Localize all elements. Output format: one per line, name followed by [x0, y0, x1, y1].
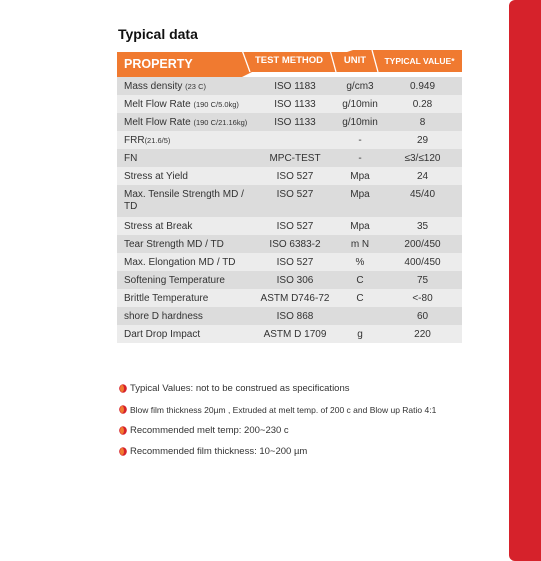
- bullet-icon: [119, 405, 127, 414]
- cell-typical-value: 24: [416, 171, 429, 182]
- cell-test-method: MPC-TEST: [269, 153, 321, 164]
- property-label: shore D hardness: [124, 311, 203, 322]
- header-test-method: TEST METHOD: [254, 55, 324, 66]
- cell-typical-value: 75: [416, 275, 429, 286]
- table-row: [117, 217, 462, 235]
- cell-property: [117, 253, 253, 269]
- table-row: [117, 149, 462, 167]
- header-property: PROPERTY: [124, 57, 193, 71]
- property-label: Softening Temperature: [124, 275, 225, 286]
- bullet-icon: [119, 384, 127, 393]
- notes-list: [119, 378, 436, 462]
- bullet-icon: [119, 426, 127, 435]
- cell-unit: C: [356, 275, 364, 286]
- cell-test-method: ISO 868: [276, 311, 314, 322]
- table-row: [117, 325, 462, 343]
- cell-typical-value: 60: [416, 311, 429, 322]
- typical-data-table: [117, 50, 462, 343]
- cell-property: [117, 167, 253, 183]
- property-label: Melt Flow Rate: [124, 99, 194, 110]
- note-item: [119, 420, 436, 441]
- cell-property: [117, 289, 253, 305]
- table-row: [117, 131, 462, 149]
- table-header: [117, 50, 462, 77]
- cell-property: [117, 217, 253, 233]
- cell-unit: g/10min: [342, 117, 378, 128]
- cell-unit: -: [358, 153, 362, 164]
- table-body: [117, 77, 462, 343]
- cell-test-method: ISO 1183: [274, 81, 316, 92]
- property-label: Stress at Yield: [124, 171, 188, 182]
- cell-test-method: ISO 6383-2: [269, 239, 321, 250]
- cell-unit: %: [355, 257, 365, 268]
- table-row: [117, 185, 462, 217]
- property-condition: (190 C/5.0kg): [193, 100, 239, 109]
- cell-unit: m N: [350, 239, 370, 250]
- property-label: Melt Flow Rate: [124, 117, 194, 128]
- cell-test-method: ASTM D746-72: [260, 293, 330, 304]
- cell-typical-value: 220: [414, 329, 431, 340]
- property-label: Max. Tensile Strength MD / TD: [124, 189, 244, 212]
- note-text: Blow film thickness 20µm , Extruded at melt temp. of 200 c and Blow up Ratio 4:1: [130, 404, 437, 415]
- cell-typical-value: 400/450: [404, 257, 441, 268]
- cell-property: [117, 95, 253, 111]
- property-condition: (190 C/21.16kg): [193, 118, 248, 127]
- cell-typical-value: 35: [416, 221, 429, 232]
- note-text: Recommended film thickness: 10~200 µm: [130, 446, 308, 457]
- cell-unit: C: [356, 293, 364, 304]
- cell-property: [117, 131, 253, 147]
- bullet-icon: [119, 447, 127, 456]
- header-unit: UNIT: [343, 55, 367, 66]
- cell-property: [117, 77, 253, 93]
- cell-unit: g: [357, 329, 363, 340]
- property-label: Brittle Temperature: [124, 293, 209, 304]
- note-text: Recommended melt temp: 200~230 c: [130, 425, 289, 436]
- table-row: [117, 167, 462, 185]
- cell-test-method: ASTM D 1709: [263, 329, 327, 340]
- cell-property: [117, 113, 253, 129]
- cell-test-method: ISO 1133: [274, 117, 316, 128]
- section-heading: Typical data: [118, 26, 198, 42]
- table-row: [117, 253, 462, 271]
- cell-test-method: ISO 527: [276, 221, 314, 232]
- side-red-band: [515, 0, 541, 561]
- cell-property: [117, 149, 253, 165]
- property-condition: (23 C): [185, 82, 206, 91]
- cell-test-method: ISO 527: [276, 257, 314, 268]
- table-row: [117, 113, 462, 131]
- cell-test-method: [253, 131, 337, 135]
- property-label: FN: [124, 153, 138, 164]
- cell-property: [117, 271, 253, 287]
- property-label: Mass density: [124, 81, 186, 92]
- cell-unit: [337, 307, 383, 311]
- cell-test-method: ISO 1133: [274, 99, 316, 110]
- cell-unit: -: [358, 135, 362, 146]
- cell-property: [117, 325, 253, 341]
- note-item: [119, 378, 436, 399]
- property-label: Stress at Break: [124, 221, 193, 232]
- cell-unit: g/cm3: [346, 81, 374, 92]
- table-row: [117, 95, 462, 113]
- cell-unit: Mpa: [350, 189, 370, 200]
- cell-test-method: ISO 527: [276, 171, 314, 182]
- property-label: Max. Elongation MD / TD: [124, 257, 236, 268]
- table-row: [117, 271, 462, 289]
- cell-typical-value: 45/40: [409, 189, 436, 200]
- cell-property: [117, 185, 253, 213]
- table-row: [117, 77, 462, 95]
- cell-test-method: ISO 527: [276, 189, 314, 200]
- cell-unit: g/10min: [342, 99, 378, 110]
- cell-typical-value: 0.28: [412, 99, 433, 110]
- cell-unit: Mpa: [350, 171, 370, 182]
- table-row: [117, 289, 462, 307]
- cell-typical-value: ≤3/≤120: [404, 153, 441, 164]
- property-label: FRR: [124, 135, 145, 146]
- property-label: Tear Strength MD / TD: [124, 239, 224, 250]
- table-row: [117, 307, 462, 325]
- header-typical-value: TYPICAL VALUE*: [384, 56, 455, 66]
- cell-property: [117, 307, 253, 323]
- property-condition: (21.6/5): [144, 136, 171, 145]
- note-text: Typical Values: not to be construed as specifications: [130, 383, 350, 394]
- table-row: [117, 235, 462, 253]
- cell-typical-value: 29: [416, 135, 429, 146]
- cell-unit: Mpa: [350, 221, 370, 232]
- cell-typical-value: 8: [419, 117, 426, 128]
- cell-property: [117, 235, 253, 251]
- cell-typical-value: <-80: [412, 293, 433, 304]
- cell-test-method: ISO 306: [276, 275, 314, 286]
- note-item: [119, 399, 436, 420]
- cell-typical-value: 200/450: [404, 239, 441, 250]
- property-label: Dart Drop Impact: [124, 329, 201, 340]
- note-item: [119, 441, 436, 462]
- cell-typical-value: 0.949: [409, 81, 436, 92]
